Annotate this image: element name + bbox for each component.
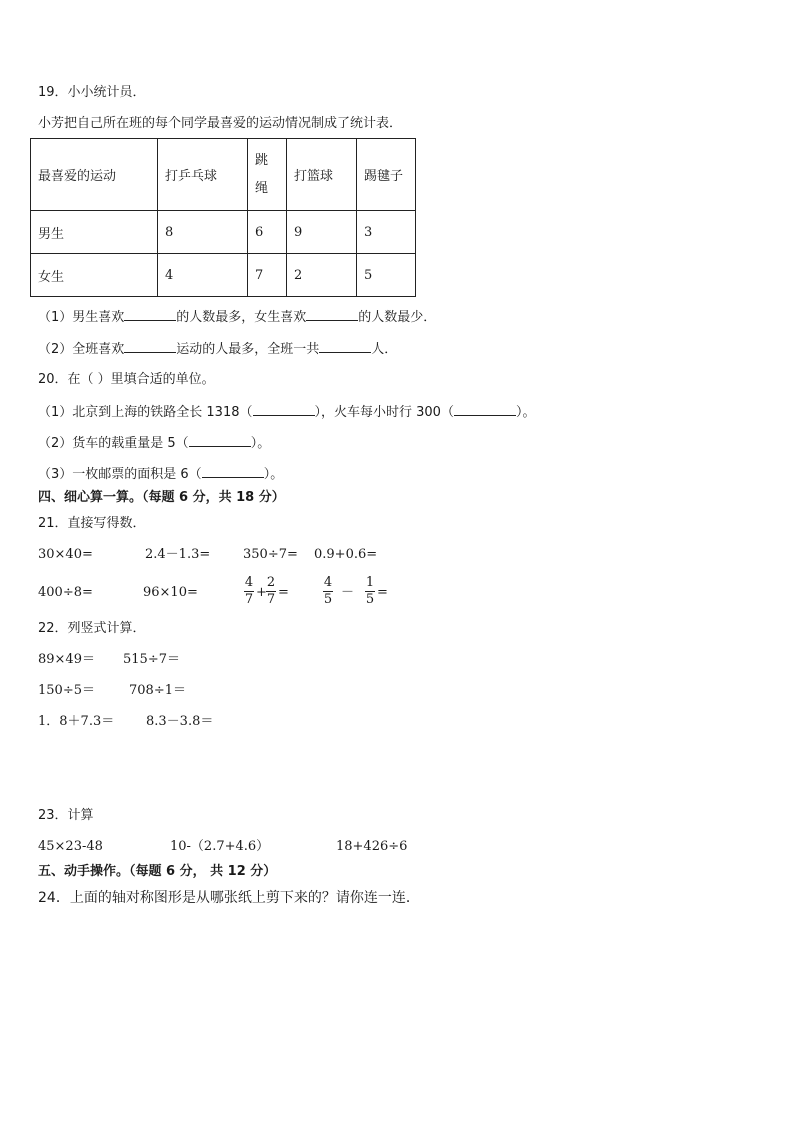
fraction-numerator: 4: [244, 575, 254, 590]
table-cell: 8: [158, 211, 248, 254]
q20-title: 20．在（ ）里填合适的单位。: [38, 372, 215, 387]
answer-blank[interactable]: [253, 403, 315, 416]
fraction-numerator: 2: [266, 575, 276, 590]
q20-sub3: [38, 465, 283, 483]
q22-expr: 8.3－3.8＝: [146, 714, 214, 729]
section4-title: 四、细心算一算。（每题 6 分，共 18 分）: [38, 490, 285, 505]
table-cell: 9: [287, 211, 357, 254]
q19-intro: 小芳把自己所在班的每个同学最喜爱的运动情况制成了统计表．: [38, 116, 403, 131]
q23-title: 23．计算: [38, 808, 94, 823]
q21-expr: 350÷7=: [243, 547, 298, 562]
q23-expr: 45×23-48: [38, 839, 103, 854]
q21-title: 21．直接写得数．: [38, 516, 146, 531]
q24-title: 24．上面的轴对称图形是从哪张纸上剪下来的？请你连一连．: [38, 890, 420, 906]
fraction: [266, 576, 276, 607]
q19-title: 19．小小统计员．: [38, 85, 146, 100]
q19-sub1-text-a: （1）男生喜欢: [38, 310, 125, 325]
q19-sub2: [38, 340, 397, 358]
table-row-label: 男生: [31, 211, 158, 254]
sports-stat-table: [30, 138, 416, 297]
table-header-row: [31, 139, 416, 211]
table-cell: 2: [287, 254, 357, 297]
table-row-label: 女生: [31, 254, 158, 297]
table-header-cell: 打篮球: [287, 139, 357, 211]
q21-expr: 30×40=: [38, 547, 93, 562]
q20-sub1-text-c: ）。: [515, 405, 536, 420]
fraction: [244, 576, 254, 607]
table-cell: 6: [248, 211, 287, 254]
table-header-jump-bottom: 绳: [255, 180, 269, 196]
answer-blank[interactable]: [202, 465, 264, 478]
q19-sub1: [38, 308, 436, 326]
answer-blank[interactable]: [454, 403, 516, 416]
q19-sub2-text-c: 人．: [371, 342, 398, 357]
fraction-denominator: 7: [244, 592, 254, 607]
table-row: [31, 211, 416, 254]
table-cell: 5: [357, 254, 416, 297]
table-cell: 7: [248, 254, 287, 297]
answer-blank[interactable]: [306, 308, 358, 321]
fraction-numerator: 1: [365, 575, 375, 590]
q22-title: 22．列竖式计算．: [38, 621, 146, 636]
q22-expr: 150÷5＝: [38, 683, 95, 698]
table-header-cell: 踢毽子: [357, 139, 416, 211]
fraction-denominator: 5: [365, 592, 375, 607]
q20-sub3-text-a: （3）一枚邮票的面积是 6（: [38, 467, 202, 482]
q23-expr: 10-（2.7+4.6）: [170, 839, 270, 854]
table-header-cell: 打乒乓球: [158, 139, 248, 211]
q21-expr: 2.4－1.3=: [145, 547, 211, 562]
fraction-denominator: 5: [323, 592, 333, 607]
fraction-denominator: 7: [266, 592, 276, 607]
plus-sign: +: [256, 585, 267, 600]
q21-expr: 96×10=: [143, 585, 198, 600]
minus-sign: －: [341, 585, 355, 600]
section5-title: 五、动手操作。（每题 6 分， 共 12 分）: [38, 864, 277, 879]
q19-sub2-text-a: （2）全班喜欢: [38, 342, 125, 357]
table-header-cell: 最喜爱的运动: [31, 139, 158, 211]
table-row: [31, 254, 416, 297]
q19-sub1-text-b: 的人数最多，女生喜欢: [176, 310, 307, 325]
table-cell: 3: [357, 211, 416, 254]
fraction-numerator: 4: [323, 575, 333, 590]
q22-expr: 1．8＋7.3＝: [38, 714, 115, 729]
q20-sub1-text-b: ），火车每小时行 300（: [314, 405, 454, 420]
answer-blank[interactable]: [124, 340, 176, 353]
q22-expr: 708÷1＝: [129, 683, 186, 698]
q20-sub1: [38, 403, 535, 421]
table-cell: 4: [158, 254, 248, 297]
fraction: [365, 576, 375, 607]
q20-sub1-text-a: （1）北京到上海的铁路全长 1318（: [38, 405, 253, 420]
equals-sign: =: [377, 585, 388, 600]
fraction: [323, 576, 333, 607]
answer-blank[interactable]: [319, 340, 371, 353]
q23-expr: 18+426÷6: [336, 839, 408, 854]
q21-expr: 400÷8=: [38, 585, 93, 600]
q20-sub2-text-b: ）。: [250, 436, 271, 451]
q20-sub2: [38, 434, 270, 452]
answer-blank[interactable]: [124, 308, 176, 321]
table-header-cell: [248, 139, 287, 211]
table-header-jump-top: 跳: [255, 152, 269, 168]
q19-sub2-text-b: 运动的人最多，全班一共: [176, 342, 320, 357]
equals-sign: =: [278, 585, 289, 600]
q22-expr: 515÷7＝: [123, 652, 180, 667]
q21-expr: 0.9+0.6=: [314, 547, 378, 562]
answer-blank[interactable]: [189, 434, 251, 447]
q19-sub1-text-c: 的人数最少．: [358, 310, 437, 325]
q20-sub2-text-a: （2）货车的载重量是 5（: [38, 436, 189, 451]
q22-expr: 89×49＝: [38, 652, 95, 667]
q20-sub3-text-b: ）。: [263, 467, 284, 482]
